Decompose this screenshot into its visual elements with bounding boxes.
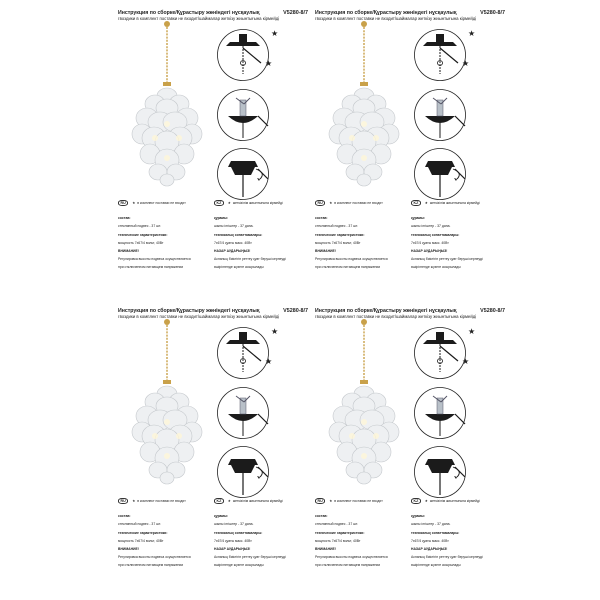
tech-label-ru: технические характеристики: [315, 232, 365, 237]
sheet-title: Инструкция по сборке/Құрастыру жөніндегі нұсқаулық [118, 10, 260, 16]
instruction-sheet [315, 308, 505, 590]
info-ru [118, 200, 208, 274]
tech-value-ru: мощность 7x67/4 вольт, 40Вт [315, 538, 361, 543]
pendants-ru: стеклянный подвес - 37 шт. [118, 224, 161, 229]
sheet-subtitle: гвоздики в комплект поставки не входит/шаймалар жеткізу жиынтығына кірмейді [118, 16, 280, 21]
star-icon: ★ [329, 201, 333, 205]
pendants-ru: стеклянный подвес - 37 шт. [118, 522, 161, 527]
star-icon: ★ [468, 327, 476, 336]
info-kz [411, 200, 501, 274]
star-icon: ★ [271, 327, 279, 336]
composition-label-kz: құрамы: [214, 216, 229, 221]
tech-value-kz: 7x67/4 қуаты макс. 40Вт [214, 538, 252, 543]
composition-label-kz: құрамы: [411, 514, 426, 519]
tech-value-ru: мощность 7x67/4 вольт, 40Вт [118, 538, 164, 543]
assembly-step-3-diagram [413, 445, 467, 499]
tech-value-kz: 7x67/4 қуаты макс. 40Вт [411, 240, 449, 245]
warning-label-kz: НАЗАР АУДАРЫҢЫЗ! [214, 547, 251, 552]
warning-label-kz: НАЗАР АУДАРЫҢЫЗ! [411, 547, 448, 552]
instruction-sheet [118, 308, 308, 590]
sheet-subtitle: гвоздики в комплект поставки не входит/шаймалар жеткізу жиынтығына кірмейді [315, 16, 477, 21]
warning-line2-kz: өшірілгенде жүзеге асырылады [411, 265, 461, 270]
chandelier-image [319, 318, 409, 486]
language-badge-kz: KZ [411, 200, 421, 206]
warning-line1-kz: Аспаның биіктігін реттеу қуат беруші кернеуді [214, 555, 286, 560]
star-icon: ★ [329, 499, 333, 503]
assembly-step-3-diagram [413, 147, 467, 201]
sheet-subtitle: гвоздики в комплект поставки не входит/шаймалар жеткізу жиынтығына кірмейді [118, 314, 280, 319]
star-icon: ★ [227, 201, 231, 205]
pendants-ru: стеклянный подвес - 37 шт. [315, 224, 358, 229]
star-icon: ★ [227, 499, 231, 503]
language-badge-ru: RU [315, 498, 325, 504]
pendants-ru: стеклянный подвес - 37 шт. [315, 522, 358, 527]
composition-label-ru: состав: [315, 514, 328, 519]
language-badge-ru: RU [118, 498, 128, 504]
tech-label-kz: техникалық сипаттамалары: [214, 530, 263, 535]
info-kz [411, 498, 501, 572]
warning-line1-kz: Аспаның биіктігін реттеу қуат беруші кернеуді [411, 257, 483, 262]
info-kz [214, 200, 304, 274]
sheet-title: Инструкция по сборке/Құрастыру жөніндегі нұсқаулық [315, 10, 457, 16]
instruction-sheet [315, 10, 505, 292]
assembly-step-3-diagram [216, 445, 270, 499]
warning-line2-ru: при отключенном питающем напряжении [315, 563, 381, 568]
assembly-step-2-diagram [413, 386, 467, 440]
language-badge-ru: RU [118, 200, 128, 206]
warning-line2-kz: өшірілгенде жүзеге асырылады [411, 563, 461, 568]
tech-label-kz: техникалық сипаттамалары: [214, 232, 263, 237]
warning-line1-ru: Регулировка высоты подвеса осуществляется [315, 555, 388, 560]
warning-label-ru: ВНИМАНИЕ! [118, 249, 139, 254]
chandelier-image [319, 20, 409, 188]
model-number: V5280-8/7 [480, 308, 505, 314]
pendants-kz: шыны ілгіштер - 37 дана. [411, 224, 451, 229]
tech-label-kz: техникалық сипаттамалары: [411, 232, 460, 237]
star-note-ru: в комплект поставки не входит [334, 201, 383, 205]
assembly-step-2-diagram [413, 88, 467, 142]
star-note-kz: жеткізілім жиынтығына кірмейді [232, 201, 283, 205]
star-icon: ★ [132, 201, 136, 205]
composition-label-ru: состав: [315, 216, 328, 221]
instruction-sheet [118, 10, 308, 292]
warning-line1-ru: Регулировка высоты подвеса осуществляется [118, 257, 191, 262]
warning-label-ru: ВНИМАНИЕ! [315, 249, 336, 254]
model-number: V5280-8/7 [283, 10, 308, 16]
warning-line2-ru: при отключенном питающем напряжении [118, 265, 184, 270]
assembly-step-2-diagram [216, 386, 270, 440]
info-kz [214, 498, 304, 572]
tech-label-ru: технические характеристики: [118, 232, 168, 237]
info-ru [315, 200, 405, 274]
star-icon: ★ [271, 29, 279, 38]
warning-label-kz: НАЗАР АУДАРЫҢЫЗ! [214, 249, 251, 254]
assembly-step-2-diagram [216, 88, 270, 142]
pendants-kz: шыны ілгіштер - 37 дана. [411, 522, 451, 527]
star-icon: ★ [265, 357, 273, 366]
composition-label-kz: құрамы: [214, 514, 229, 519]
warning-line2-kz: өшірілгенде жүзеге асырылады [214, 265, 264, 270]
star-note-ru: в комплект поставки не входит [137, 499, 186, 503]
tech-label-ru: технические характеристики: [315, 530, 365, 535]
pendants-kz: шыны ілгіштер - 37 дана. [214, 224, 254, 229]
language-badge-ru: RU [315, 200, 325, 206]
info-ru [315, 498, 405, 572]
warning-line1-ru: Регулировка высоты подвеса осуществляется [118, 555, 191, 560]
tech-value-kz: 7x67/4 қуаты макс. 40Вт [411, 538, 449, 543]
star-icon: ★ [265, 59, 273, 68]
composition-label-kz: құрамы: [411, 216, 426, 221]
tech-value-ru: мощность 7x67/4 вольт, 40Вт [118, 240, 164, 245]
language-badge-kz: KZ [214, 200, 224, 206]
warning-line2-kz: өшірілгенде жүзеге асырылады [214, 563, 264, 568]
warning-label-ru: ВНИМАНИЕ! [315, 547, 336, 552]
composition-label-ru: состав: [118, 514, 131, 519]
composition-label-ru: состав: [118, 216, 131, 221]
star-icon: ★ [424, 201, 428, 205]
warning-label-kz: НАЗАР АУДАРЫҢЫЗ! [411, 249, 448, 254]
star-icon: ★ [462, 357, 470, 366]
warning-line1-ru: Регулировка высоты подвеса осуществляется [315, 257, 388, 262]
sheet-subtitle: гвоздики в комплект поставки не входит/шаймалар жеткізу жиынтығына кірмейді [315, 314, 477, 319]
sheet-title: Инструкция по сборке/Құрастыру жөніндегі нұсқаулық [118, 308, 260, 314]
star-icon: ★ [462, 59, 470, 68]
info-ru [118, 498, 208, 572]
assembly-step-1-diagram [216, 28, 273, 82]
sheet-title: Инструкция по сборке/Құрастыру жөніндегі нұсқаулық [315, 308, 457, 314]
warning-line2-ru: при отключенном питающем напряжении [118, 563, 184, 568]
tech-value-ru: мощность 7x67/4 вольт, 40Вт [315, 240, 361, 245]
warning-line1-kz: Аспаның биіктігін реттеу қуат беруші кернеуді [214, 257, 286, 262]
star-note-ru: в комплект поставки не входит [334, 499, 383, 503]
chandelier-image [122, 318, 212, 486]
star-note-kz: жеткізілім жиынтығына кірмейді [429, 201, 480, 205]
star-note-ru: в комплект поставки не входит [137, 201, 186, 205]
star-icon: ★ [132, 499, 136, 503]
star-icon: ★ [424, 499, 428, 503]
tech-value-kz: 7x67/4 қуаты макс. 40Вт [214, 240, 252, 245]
chandelier-image [122, 20, 212, 188]
language-badge-kz: KZ [411, 498, 421, 504]
star-note-kz: жеткізілім жиынтығына кірмейді [232, 499, 283, 503]
star-note-kz: жеткізілім жиынтығына кірмейді [429, 499, 480, 503]
assembly-step-1-diagram [216, 326, 273, 380]
tech-label-kz: техникалық сипаттамалары: [411, 530, 460, 535]
assembly-step-1-diagram [413, 326, 470, 380]
model-number: V5280-8/7 [480, 10, 505, 16]
warning-line1-kz: Аспаның биіктігін реттеу қуат беруші кернеуді [411, 555, 483, 560]
warning-label-ru: ВНИМАНИЕ! [118, 547, 139, 552]
language-badge-kz: KZ [214, 498, 224, 504]
tech-label-ru: технические характеристики: [118, 530, 168, 535]
star-icon: ★ [468, 29, 476, 38]
model-number: V5280-8/7 [283, 308, 308, 314]
pendants-kz: шыны ілгіштер - 37 дана. [214, 522, 254, 527]
assembly-step-1-diagram [413, 28, 470, 82]
assembly-step-3-diagram [216, 147, 270, 201]
warning-line2-ru: при отключенном питающем напряжении [315, 265, 381, 270]
